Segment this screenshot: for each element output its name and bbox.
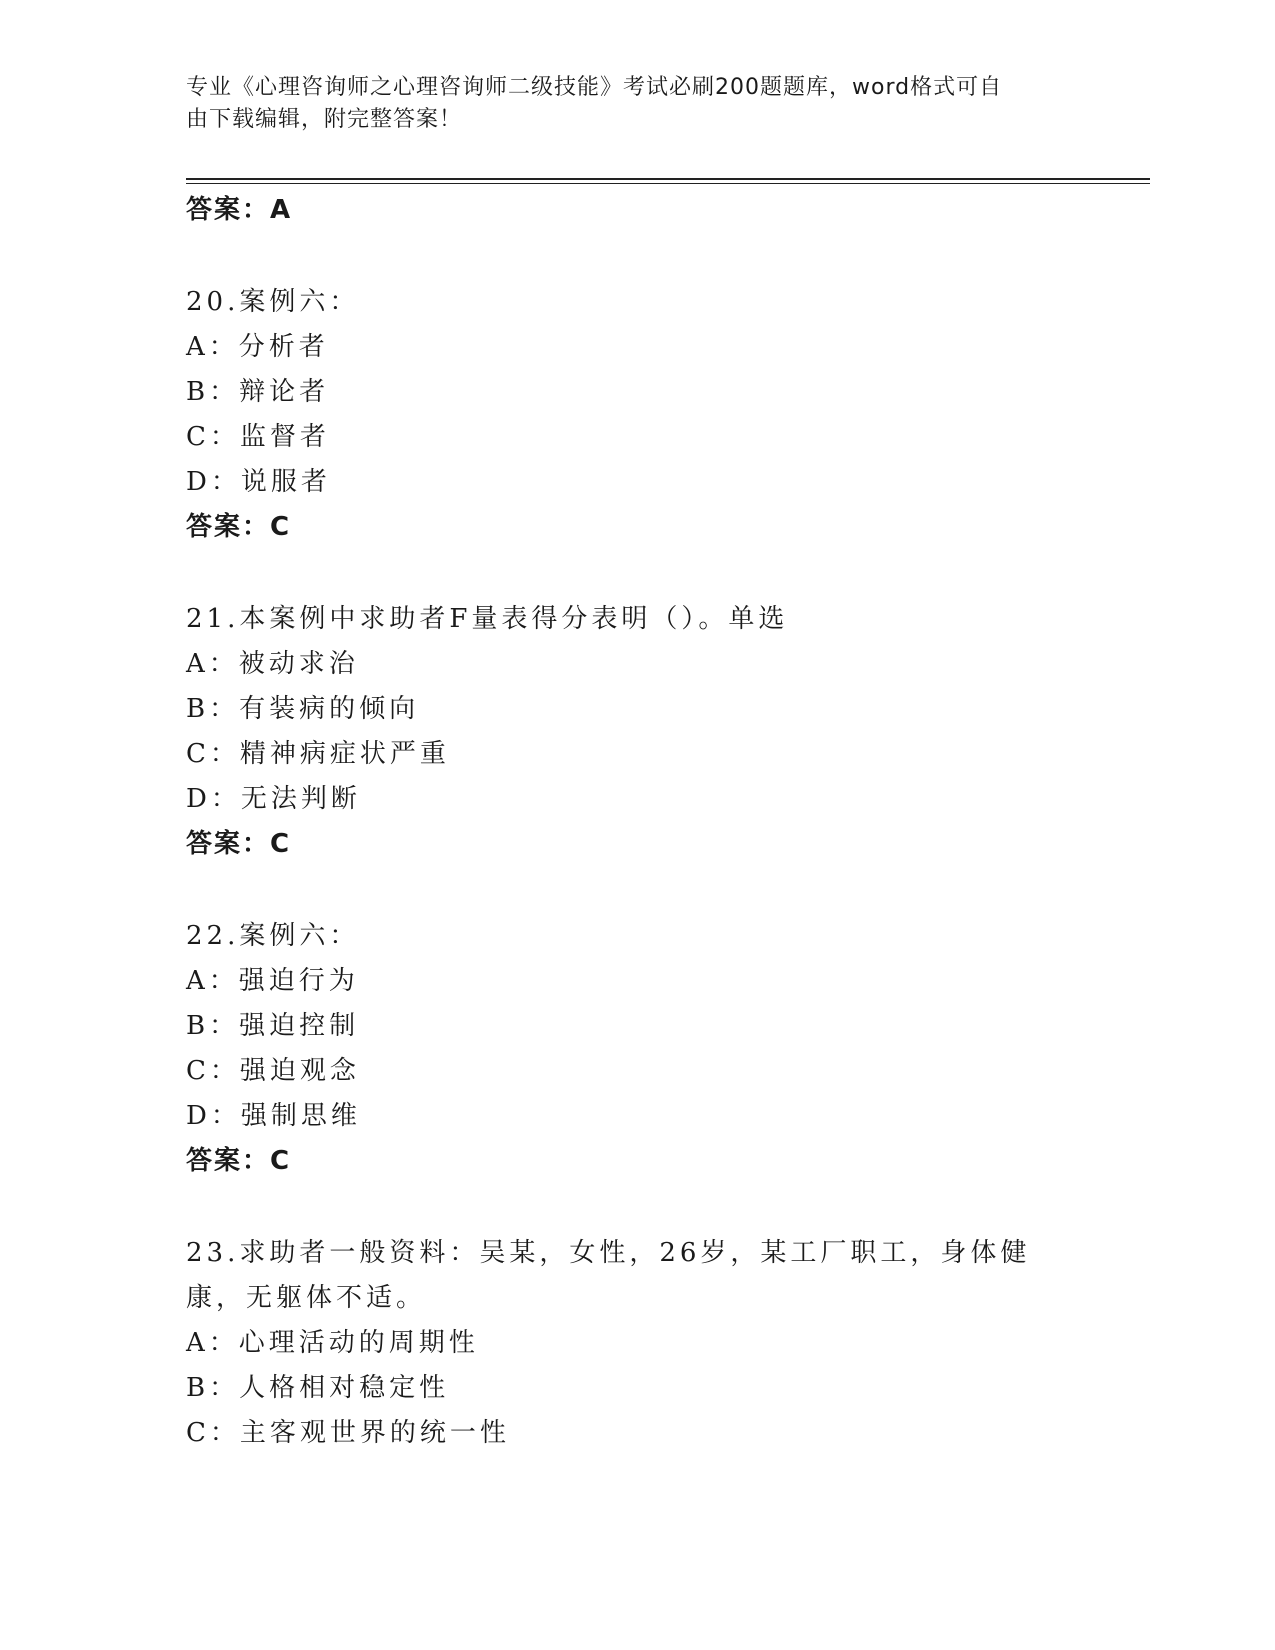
option-a: A：强迫行为 [186,966,359,996]
option-a: A：心理活动的周期性 [186,1328,479,1358]
question-title: 23.求助者一般资料：吴某，女性，26岁，某工厂职工，身体健康，无躯体不适。 [186,1238,1031,1313]
option-c: C：强迫观念 [186,1056,360,1086]
option-c: C：精神病症状严重 [186,739,450,769]
option-b: B：辩论者 [186,377,330,407]
option-c: C：主客观世界的统一性 [186,1418,510,1448]
header-line-2: 由下载编辑，附完整答案！ [186,107,463,132]
header-line-1: 专业《心理咨询师之心理咨询师二级技能》考试必刷200题题库，word格式可自 [186,75,1003,100]
option-c: C：监督者 [186,422,330,452]
answer-line: 答案：A [186,195,293,225]
option-b: B：有装病的倾向 [186,694,420,724]
answer-line: 答案：C [186,829,292,859]
question-21 [186,597,1086,867]
option-a: A：分析者 [186,332,329,362]
question-22 [186,914,1086,1184]
option-d: D：无法判断 [186,784,361,814]
option-b: B：强迫控制 [186,1011,360,1041]
option-d: D：强制思维 [186,1101,361,1131]
answer-line: 答案：C [186,1146,292,1176]
question-title: 20.案例六： [186,287,360,317]
document-header [186,72,1066,136]
option-d: D：说服者 [186,467,331,497]
answer-line: 答案：C [186,512,292,542]
option-a: A：被动求治 [186,649,359,679]
question-title: 21.本案例中求助者F量表得分表明（）。单选 [186,604,789,634]
option-b: B：人格相对稳定性 [186,1373,450,1403]
header-rule-thick [186,178,1150,180]
header-rule-thin [186,183,1150,184]
question-title: 22.案例六： [186,921,360,951]
question-23 [186,1231,1086,1456]
question-20 [186,280,1086,550]
question-list [186,188,1086,1456]
